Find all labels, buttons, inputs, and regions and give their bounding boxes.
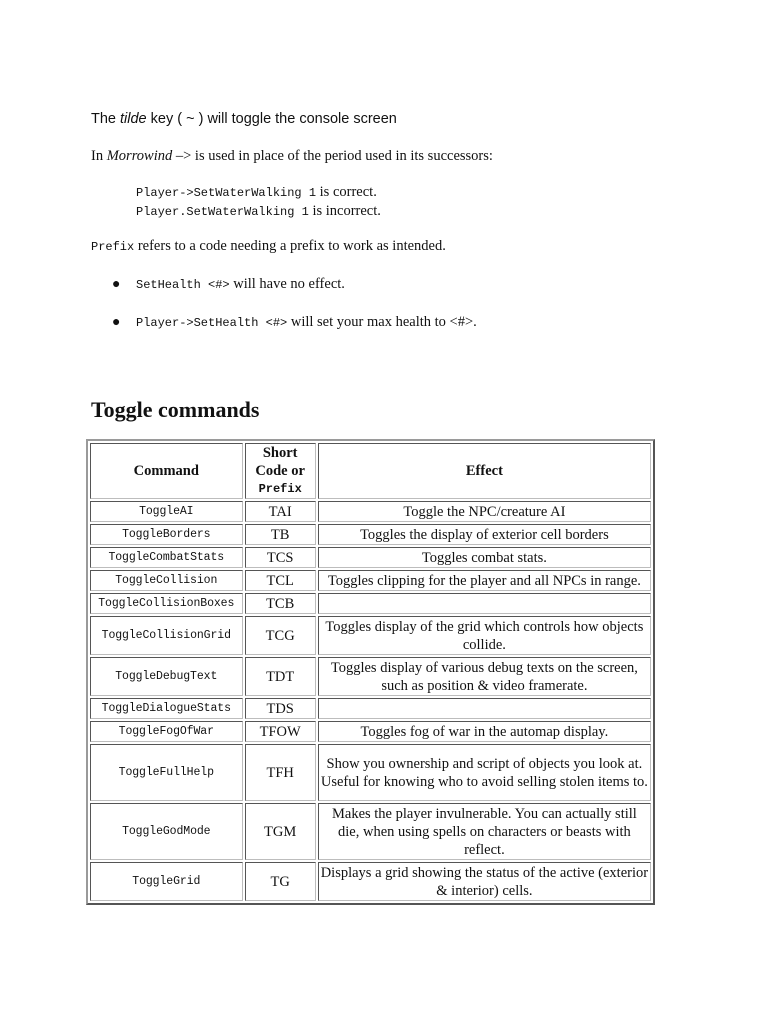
short-code-cell: TCS: [245, 547, 316, 568]
short-code-cell: TCG: [245, 616, 316, 655]
toggle-commands-table: [86, 439, 655, 905]
example-incorrect: [136, 202, 381, 221]
intro-text-start: The: [91, 111, 121, 127]
header-effect: Effect: [318, 443, 651, 499]
prefix-note: [91, 237, 446, 256]
table-row: [90, 547, 651, 568]
short-code-cell: TGM: [245, 803, 316, 860]
short-code-cell: TDS: [245, 698, 316, 719]
command-cell: ToggleGodMode: [90, 803, 243, 860]
short-code-cell: TAI: [245, 501, 316, 522]
table-row: [90, 570, 651, 591]
header-short-line2: Code or: [255, 463, 305, 479]
command-cell: ToggleGrid: [90, 862, 243, 901]
effect-cell: Toggle the NPC/creature AI: [318, 501, 651, 522]
example-correct: [136, 183, 377, 202]
effect-cell: Toggles display of various debug texts on the screen, such as position & video framerate.: [318, 657, 651, 696]
tilde-word: tilde: [120, 111, 147, 127]
table-row: [90, 501, 651, 522]
example-code: Player->SetWaterWalking 1: [136, 186, 317, 200]
bullet-icon: ●: [112, 277, 121, 292]
command-cell: ToggleCollision: [90, 570, 243, 591]
effect-cell: Toggles the display of exterior cell borders: [318, 524, 651, 545]
console-key-note: [91, 109, 397, 129]
morrowind-note: [91, 147, 493, 165]
table-row: [90, 803, 651, 860]
effect-cell: Makes the player invulnerable. You can actually still die, when using spells on characters or beasts with reflect.: [318, 803, 651, 860]
short-code-cell: TCL: [245, 570, 316, 591]
bullet-code: Player->SetHealth <#>: [136, 316, 288, 330]
effect-cell: Displays a grid showing the status of the active (exterior & interior) cells.: [318, 862, 651, 901]
bullet-text: will have no effect.: [229, 276, 345, 292]
bullet-item: [112, 275, 345, 294]
short-code-cell: TFH: [245, 744, 316, 801]
short-code-cell: TB: [245, 524, 316, 545]
command-cell: ToggleCollisionBoxes: [90, 593, 243, 614]
header-command: Command: [90, 443, 243, 499]
table-row: [90, 524, 651, 545]
table-row: [90, 616, 651, 655]
prefix-code: Prefix: [91, 240, 135, 254]
short-code-cell: TDT: [245, 657, 316, 696]
table-row: [90, 721, 651, 742]
short-code-cell: TFOW: [245, 721, 316, 742]
bullet-icon: ●: [112, 315, 121, 330]
short-code-cell: TCB: [245, 593, 316, 614]
command-cell: ToggleDebugText: [90, 657, 243, 696]
table-header-row: [90, 443, 651, 499]
bullet-item: [112, 313, 477, 332]
command-cell: ToggleFogOfWar: [90, 721, 243, 742]
command-cell: ToggleCollisionGrid: [90, 616, 243, 655]
table-row: [90, 744, 651, 801]
bullet-text: will set your max health to <#>.: [287, 314, 477, 330]
prefix-text: refers to a code needing a prefix to work as intended.: [134, 238, 446, 254]
table-row: [90, 862, 651, 901]
example-code: Player.SetWaterWalking 1: [136, 205, 309, 219]
table-row: [90, 698, 651, 719]
example-text: is incorrect.: [308, 203, 381, 219]
effect-cell: Toggles combat stats.: [318, 547, 651, 568]
effect-cell: Toggles display of the grid which controls how objects collide.: [318, 616, 651, 655]
command-cell: ToggleAI: [90, 501, 243, 522]
morrowind-note-start: In: [91, 148, 107, 164]
bullet-code: SetHealth <#>: [136, 278, 230, 292]
header-short-code: [245, 443, 316, 499]
command-cell: ToggleBorders: [90, 524, 243, 545]
example-text: is correct.: [316, 184, 377, 200]
table-row: [90, 657, 651, 696]
table-row: [90, 593, 651, 614]
effect-cell: Show you ownership and script of objects you look at. Useful for knowing who to avoid selling stolen items to.: [318, 744, 651, 801]
command-cell: ToggleDialogueStats: [90, 698, 243, 719]
toggle-commands-table-wrap: [86, 439, 655, 905]
short-code-cell: TG: [245, 862, 316, 901]
effect-cell: Toggles clipping for the player and all NPCs in range.: [318, 570, 651, 591]
section-heading: Toggle commands: [91, 397, 260, 422]
header-short-line1: Short: [262, 445, 298, 461]
header-short-prefix: Prefix: [258, 482, 302, 496]
command-cell: ToggleFullHelp: [90, 744, 243, 801]
effect-cell: Toggles fog of war in the automap display.: [318, 721, 651, 742]
command-cell: ToggleCombatStats: [90, 547, 243, 568]
intro-text-end: key ( ~ ) will toggle the console screen: [146, 111, 397, 127]
game-title: Morrowind: [106, 148, 173, 164]
morrowind-note-end: –> is used in place of the period used in its successors:: [172, 148, 493, 164]
effect-cell: [318, 698, 651, 719]
effect-cell: [318, 593, 651, 614]
